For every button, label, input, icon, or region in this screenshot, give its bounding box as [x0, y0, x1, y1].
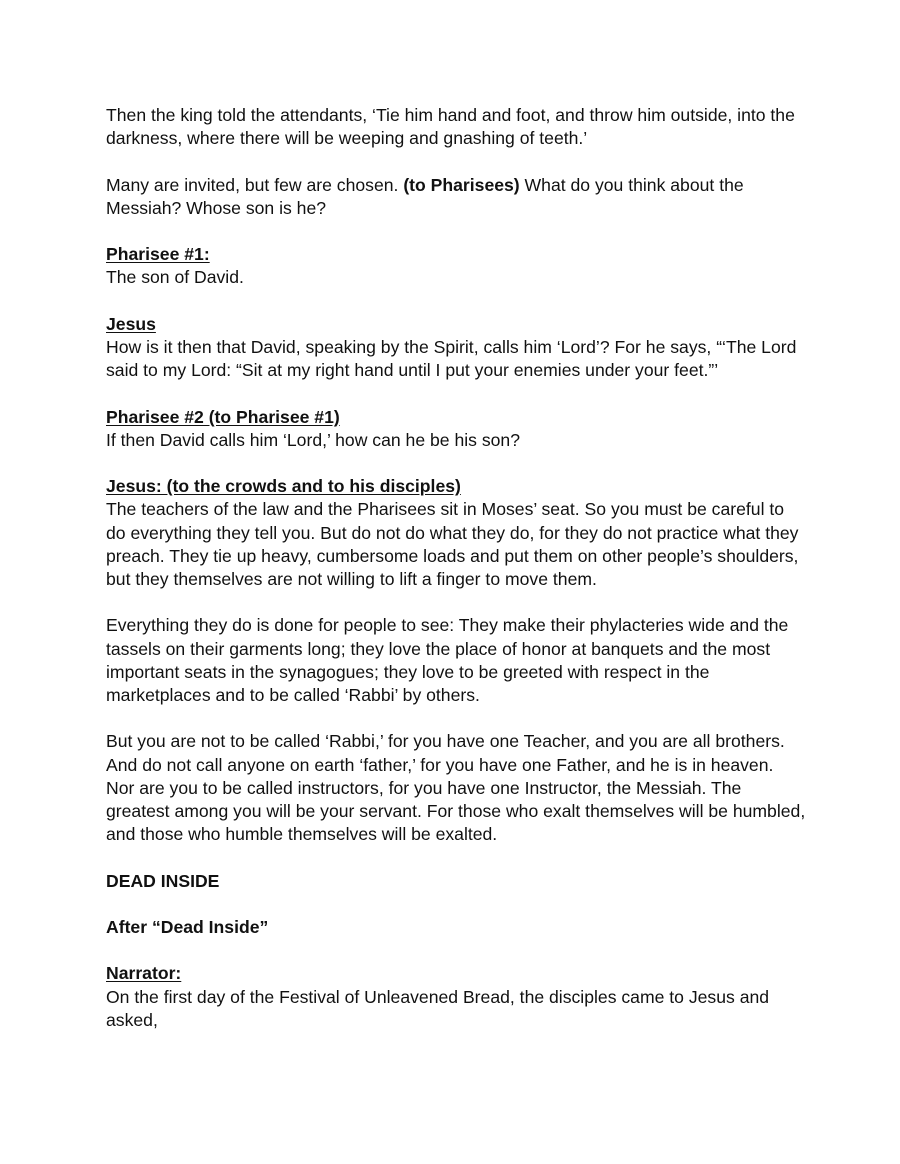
line-text-after: What do you think about the Messiah? Whose son is he? — [106, 174, 744, 218]
blank-line — [106, 846, 806, 869]
jesus-speech-paragraph-3: But you are not to be called ‘Rabbi,’ for you have one Teacher, and you are all brothers. And do not call anyone on earth ‘father,’ for you have one Father, and he is in heaven. Nor are you to be called instructors, for you have one Instructor, the Messiah. The greatest among you will be your servant. For those who exalt themselves will be humbled, and those who humble themselves will be exalted. — [106, 731, 806, 845]
after-song-heading: After “Dead Inside” — [106, 916, 269, 937]
document-page — [106, 104, 806, 1032]
narrator-line: On the first day of the Festival of Unleavened Bread, the disciples came to Jesus and asked, — [106, 986, 770, 1030]
speaker-pharisee-2: Pharisee #2 (to Pharisee #1) — [106, 406, 340, 427]
blank-line — [106, 452, 806, 475]
narration-paragraph: Then the king told the attendants, ‘Tie him hand and foot, and throw him outside, into the darkness, where there will be weeping and gnashing of teeth.’ — [106, 105, 795, 149]
line-text-before: Many are invited, but few are chosen. — [106, 174, 404, 195]
blank-line — [106, 893, 806, 916]
jesus-line-with-direction — [106, 174, 806, 220]
jesus-speech-paragraph-2: Everything they do is done for people to see: They make their phylacteries wide and the tassels on their garments long; they love the place of honor at banquets and the most important seats in the synagogues; they love to be greeted with respect in the marketplaces and to be called ‘Rabbi’ by others. — [106, 615, 789, 705]
blank-line — [106, 220, 806, 243]
pharisee-2-line: If then David calls him ‘Lord,’ how can he be his son? — [106, 429, 521, 450]
jesus-speech-paragraph-1: The teachers of the law and the Pharisees sit in Moses’ seat. So you must be careful to do everything they tell you. But do not do what they do, for they do not practice what they preach. They tie up heavy, cumbersome loads and put them on other people’s shoulders, but they themselves are not willing to lift a finger to move them. — [106, 499, 799, 589]
speaker-pharisee-1: Pharisee #1: — [106, 244, 210, 265]
blank-line — [106, 382, 806, 405]
blank-line — [106, 290, 806, 313]
jesus-line: How is it then that David, speaking by the Spirit, calls him ‘Lord’? For he says, “‘The Lord said to my Lord: “Sit at my right hand until I put your enemies under your feet.”’ — [106, 336, 797, 381]
blank-line — [106, 591, 806, 614]
speaker-narrator: Narrator: — [106, 963, 182, 984]
song-title: DEAD INSIDE — [106, 870, 220, 891]
pharisee-1-line: The son of David. — [106, 267, 244, 288]
blank-line — [106, 707, 806, 730]
stage-direction: (to Pharisees) — [403, 174, 520, 195]
speaker-jesus: Jesus — [106, 313, 156, 334]
blank-line — [106, 150, 806, 173]
blank-line — [106, 939, 806, 962]
speaker-jesus-crowds: Jesus: (to the crowds and to his disciples) — [106, 476, 461, 497]
